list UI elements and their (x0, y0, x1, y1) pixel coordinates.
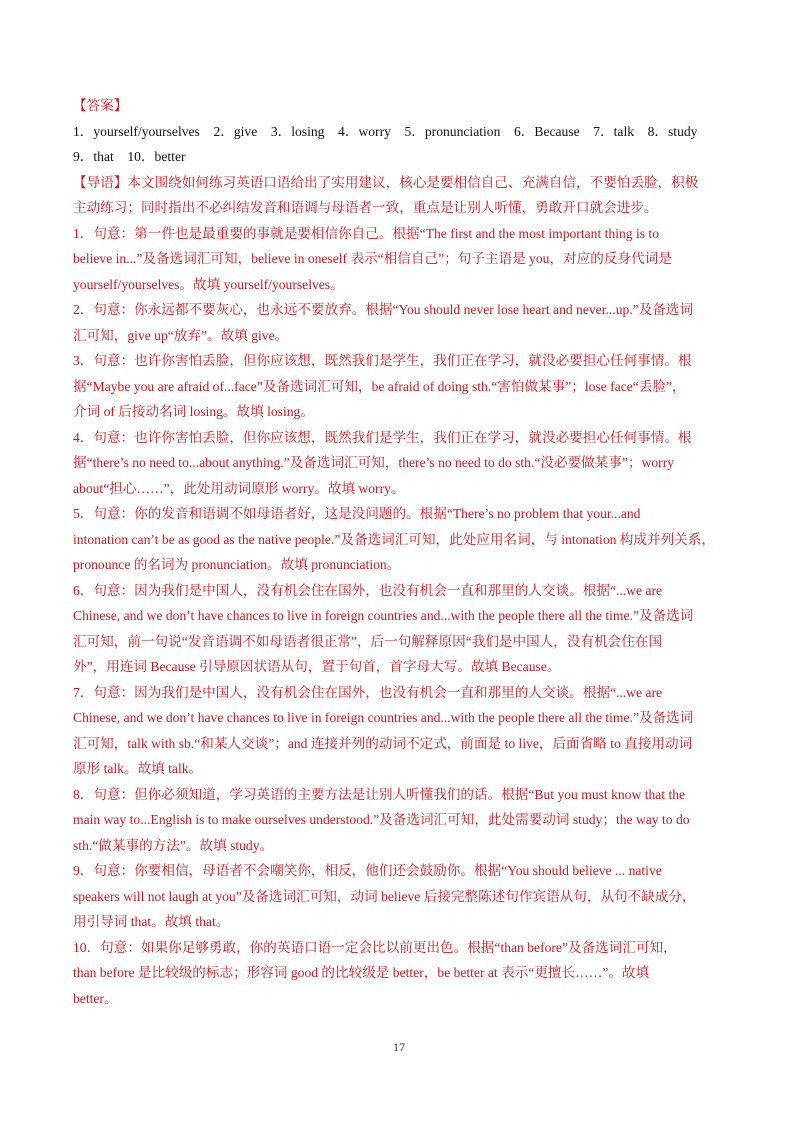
explanation-line: 3．句意：也许你害怕丢脸，但你应该想，既然我们是学生，我们正在学习，就没必要担心任何事情。根 (73, 353, 692, 368)
explanation-line: main way to...English is to make ourselves understood.”及备选词汇可知，此处需要动词 study；the way to do (73, 812, 690, 827)
explanation-line: 汇可知，前一句说“发音语调不如母语者很正常”，后一句解释原因“我们是中国人，没有机会住在国 (73, 633, 663, 649)
explanation-line: than before 是比较级的标志；形容词 good 的比较级是 better，be better at 表示“更擅长……”。故填 (73, 965, 650, 980)
explanation-line: believe in...”及备选词汇可知，believe in oneself 表示“相信自己”；句子主语是 you，对应的反身代词是 (73, 251, 672, 266)
explanation-line: 原形 talk。故填 talk。 (73, 761, 203, 776)
explanation-line: 8．句意：但你必须知道，学习英语的主要方法是让别人听懂我们的话。根据“But you must know that the (73, 786, 686, 802)
explanation-line: yourself/yourselves。故填 yourself/yourselves。 (73, 276, 344, 292)
answer-section (73, 93, 733, 1011)
explanation-line: 4．句意：也许你害怕丢脸，但你应该想，既然我们是学生，我们正在学习，就没必要担心任何事情。根 (73, 429, 692, 445)
explanation-line: 主动练习；同时指出不必纠结发音和语调与母语者一致，重点是让别人听懂，勇敢开口就会进步。 (73, 200, 658, 215)
explanation-block (73, 170, 733, 1012)
explanation-line: 6．句意：因为我们是中国人，没有机会住在国外，也没有机会一直和那里的人交谈。根据“...we are (73, 582, 663, 598)
explanation-line: 9．句意：你要相信，母语者不会嘲笑你，相反，他们还会鼓励你。根据“You should believe ... native (73, 863, 662, 878)
explanation-line: better。 (73, 990, 118, 1006)
explanation-line: Chinese, and we don’t have chances to live in foreign countries and...with the people there all the time.”及备选词 (73, 710, 694, 725)
explanation-line: 介词 of 后接动名词 losing。故填 losing。 (73, 404, 314, 419)
explanation-line: 7．句意：因为我们是中国人，没有机会住在国外，也没有机会一直和那里的人交谈。根据“...we are (73, 684, 663, 700)
explanation-line: 用引导词 that。故填 that。 (73, 914, 230, 929)
explanation-line: 据“Maybe you are afraid of...face”及备选词汇可知，be afraid of doing sth.“害怕做某事”；lose face“丢脸”， (73, 378, 686, 394)
explanation-line: 汇可知，give up“放弃”。故填 give。 (73, 327, 289, 343)
explanation-line: 1．句意：第一件也是最重要的事就是要相信你自己。根据“The first and the most important thing is to (73, 225, 660, 241)
page-number: 17 (393, 1040, 405, 1054)
explanation-line: 据“there’s no need to...about anything.”及备选词汇可知，there’s no need to do sth.“没必要做某事”；worry (73, 455, 675, 470)
explanation-line: 【导语】本文围绕如何练习英语口语给出了实用建议，核心是要相信自己、充满自信，不要怕丢脸，积极 (73, 174, 699, 190)
explanation-line: speakers will not laugh at you”及备选词汇可知，动词 believe 后接完整陈述句作宾语从句，从句不缺成分， (73, 888, 696, 904)
answer-list-line-2: 9．that 10．better (73, 149, 186, 164)
explanation-line: Chinese, and we don’t have chances to live in foreign countries and...with the people there all the time.”及备选词 (73, 608, 694, 623)
explanation-line: sth.“做某事的方法”。故填 study。 (73, 837, 274, 853)
explanation-line: 汇可知，talk with sb.“和某人交谈”；and 连接并列的动词不定式，前面是 to live，后面省略 to 直接用动词 (73, 735, 693, 751)
explanation-line: intonation can’t be as good as the native people.”及备选词汇可知，此处应用名词，与 intonation 构成并列关系， (73, 531, 715, 547)
explanation-line: pronounce 的名词为 pronunciation。故填 pronunciation。 (73, 557, 401, 572)
explanation-line: 5．句意：你的发音和语调不如母语者好，这是没问题的。根据“There’s no problem that your...and (73, 506, 641, 521)
explanation-line: about“担心……”，此处用动词原形 worry。故填 worry。 (73, 480, 405, 496)
answer-list-line-1: 1．yourself/yourselves 2．give 3．losing 4．worry 5．pronunciation 6．Because 7．talk 8．study (73, 123, 698, 139)
explanation-line: 2．句意：你永远都不要灰心，也永远不要放弃。根据“You should never lose heart and never...up.”及备选词 (73, 302, 694, 317)
answer-heading: 【答案】 (73, 98, 128, 113)
explanation-line: 外”，用连词 Because 引导原因状语从句，置于句首，首字母大写。故填 Because。 (73, 659, 561, 674)
explanation-line: 10．句意：如果你足够勇敢，你的英语口语一定会比以前更出色。根据“than before”及备选词汇可知， (73, 939, 677, 955)
